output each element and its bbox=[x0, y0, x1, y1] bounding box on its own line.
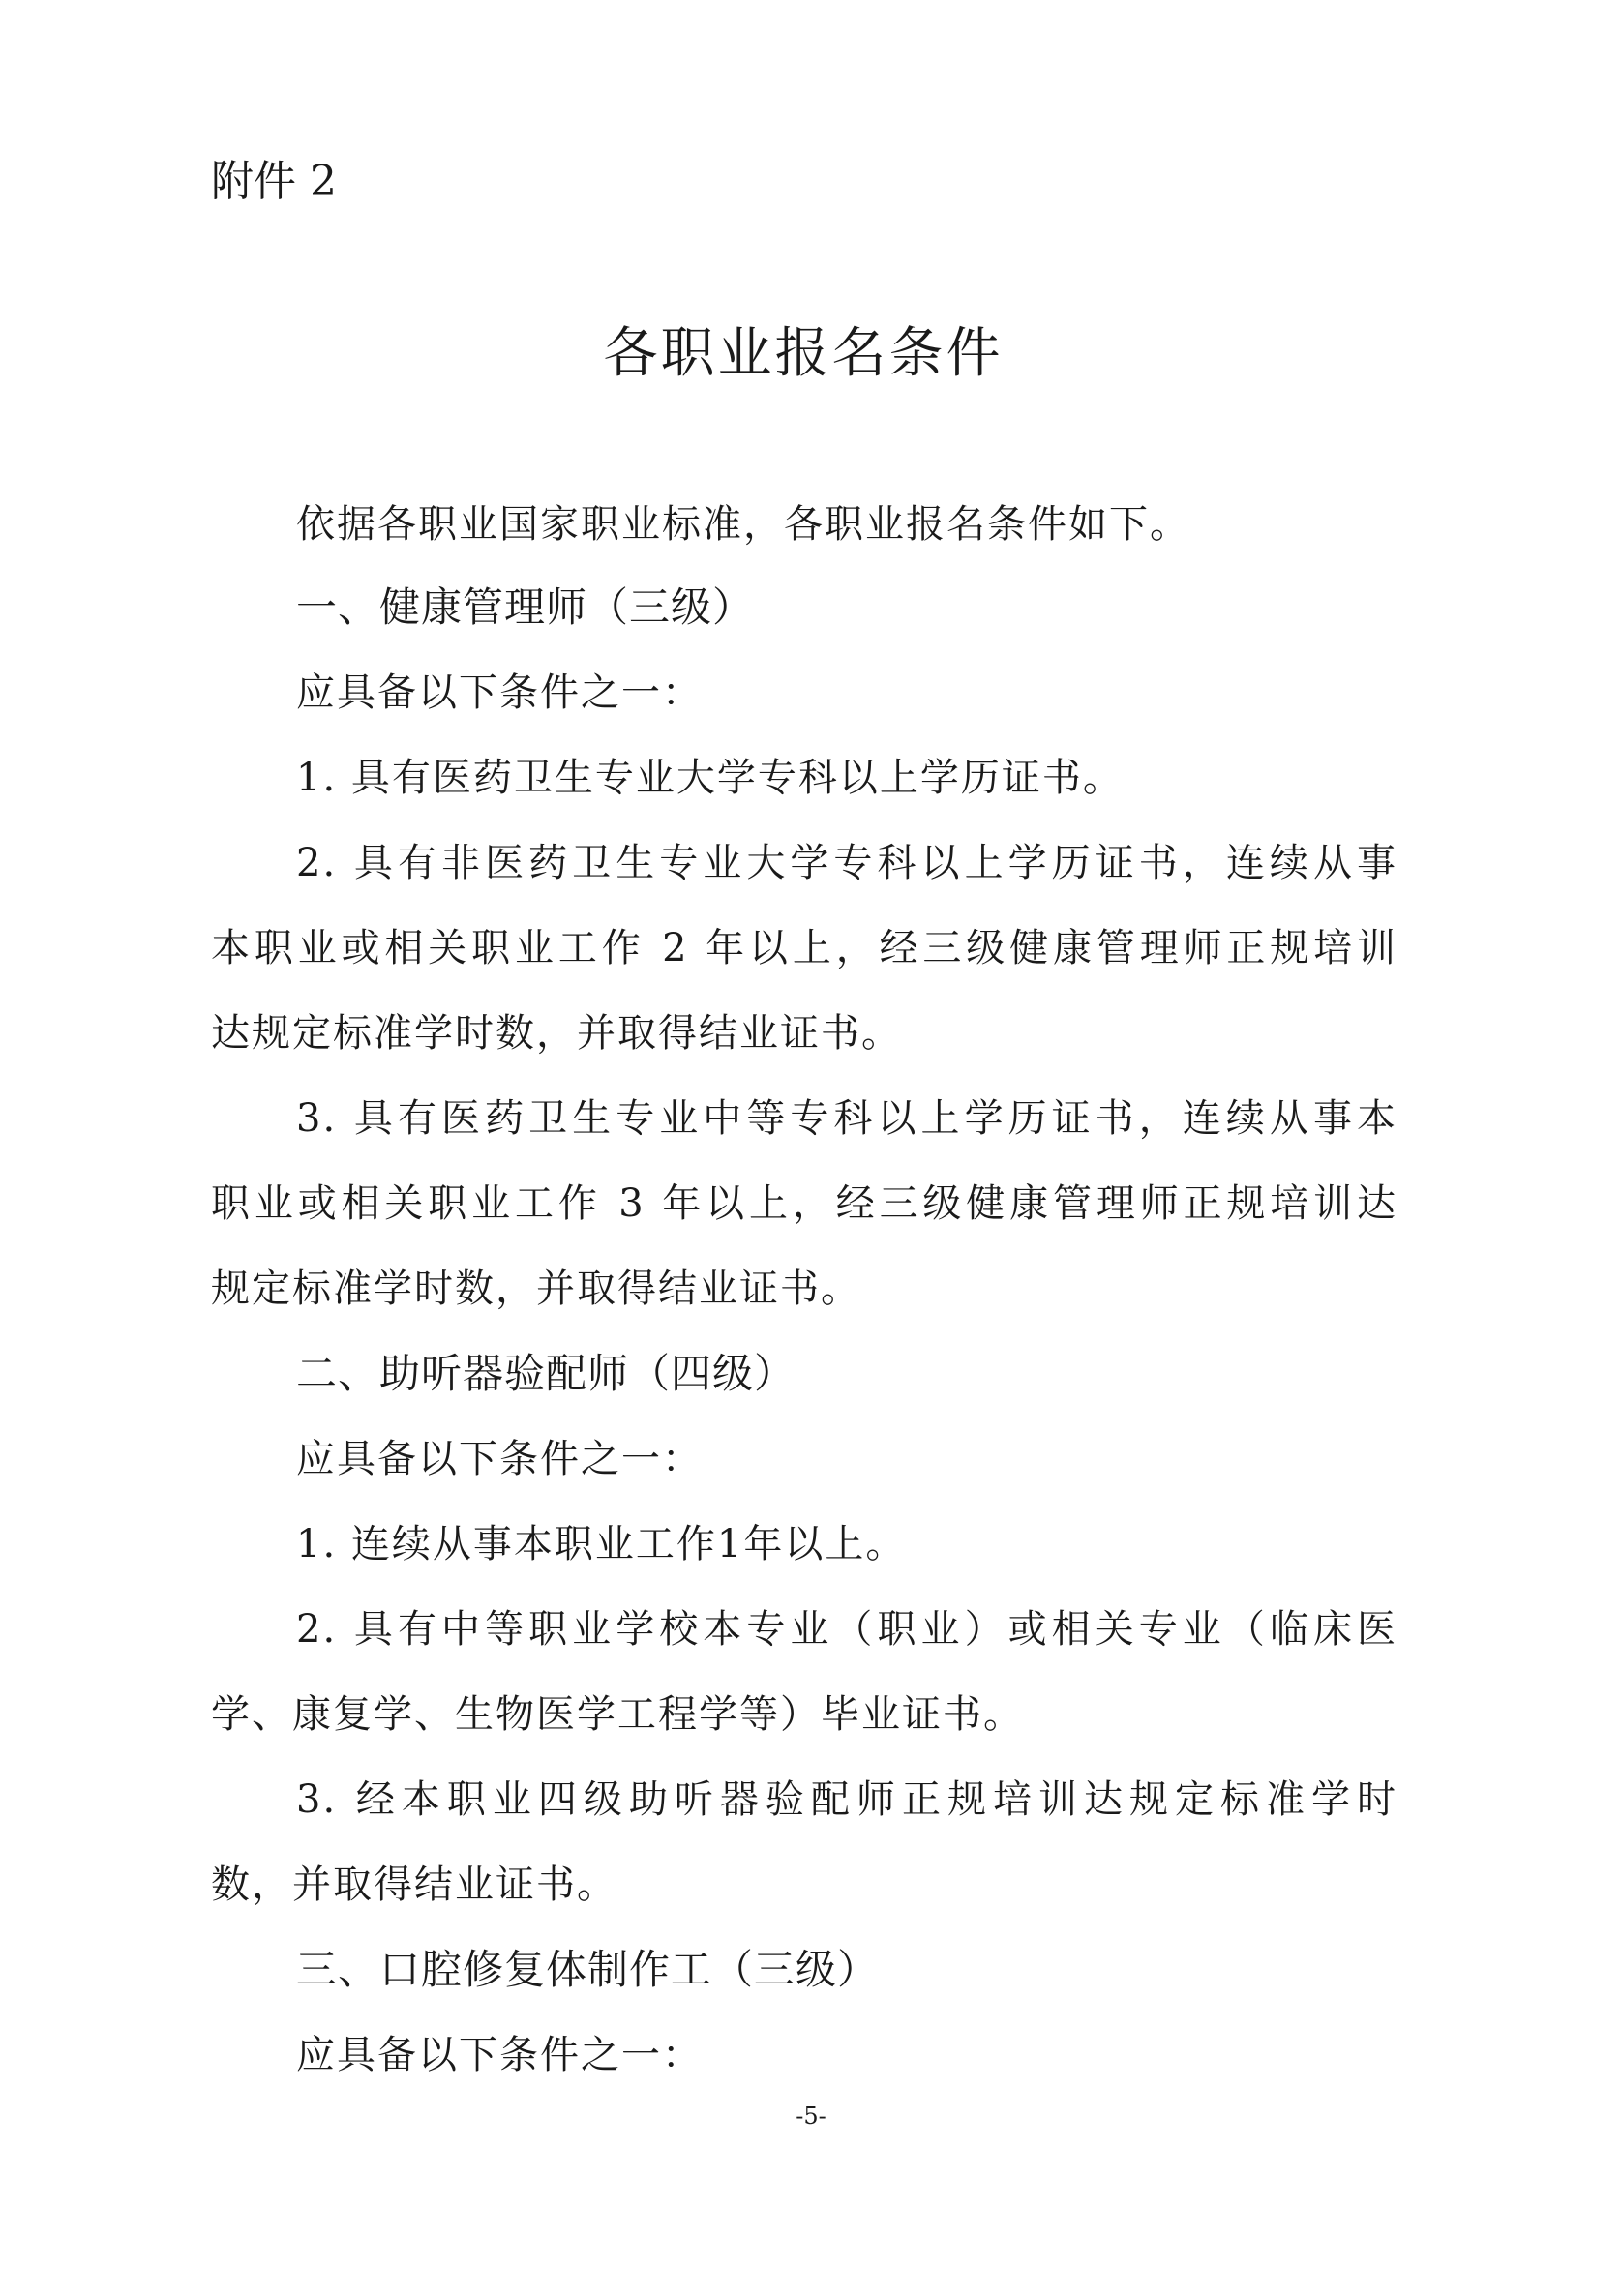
intro-paragraph: 依据各职业国家职业标准，各职业报名条件如下。 bbox=[296, 502, 1190, 547]
paragraph-line: 规定标准学时数，并取得结业证书。 bbox=[211, 1267, 861, 1311]
section-heading: 三、口腔修复体制作工（三级） bbox=[296, 1946, 880, 1993]
paragraph-line: 3. 具有医药卫生专业中等专科以上学历证书，连续从事本 bbox=[296, 1096, 1397, 1141]
paragraph-line: 数，并取得结业证书。 bbox=[211, 1863, 617, 1907]
condition-intro: 应具备以下条件之一： bbox=[296, 2033, 703, 2077]
section-heading: 一、健康管理师（三级） bbox=[296, 583, 755, 631]
page-number: -5- bbox=[796, 2102, 826, 2130]
paragraph-line: 2. 具有非医药卫生专业大学专科以上学历证书，连续从事 bbox=[296, 841, 1397, 885]
paragraph-line: 2. 具有中等职业学校本专业（职业）或相关专业（临床医 bbox=[296, 1607, 1397, 1652]
condition-intro: 应具备以下条件之一： bbox=[296, 671, 703, 715]
paragraph-line: 达规定标准学时数，并取得结业证书。 bbox=[211, 1011, 902, 1056]
paragraph-line: 1. 连续从事本职业工作1年以上。 bbox=[296, 1522, 907, 1566]
attachment-label: 附件 2 bbox=[211, 157, 337, 206]
paragraph-line: 1. 具有医药卫生专业大学专科以上学历证书。 bbox=[296, 756, 1124, 800]
paragraph-line: 3. 经本职业四级助听器验配师正规培训达规定标准学时 bbox=[296, 1777, 1397, 1822]
page-title: 各职业报名条件 bbox=[603, 322, 1004, 385]
paragraph-line: 学、康复学、生物医学工程学等）毕业证书。 bbox=[211, 1692, 1024, 1737]
section-heading: 二、助听器验配师（四级） bbox=[296, 1350, 796, 1397]
paragraph-line: 职业或相关职业工作 3 年以上，经三级健康管理师正规培训达 bbox=[211, 1181, 1397, 1226]
paragraph-line: 本职业或相关职业工作 2 年以上，经三级健康管理师正规培训 bbox=[211, 926, 1397, 970]
condition-intro: 应具备以下条件之一： bbox=[296, 1437, 703, 1481]
